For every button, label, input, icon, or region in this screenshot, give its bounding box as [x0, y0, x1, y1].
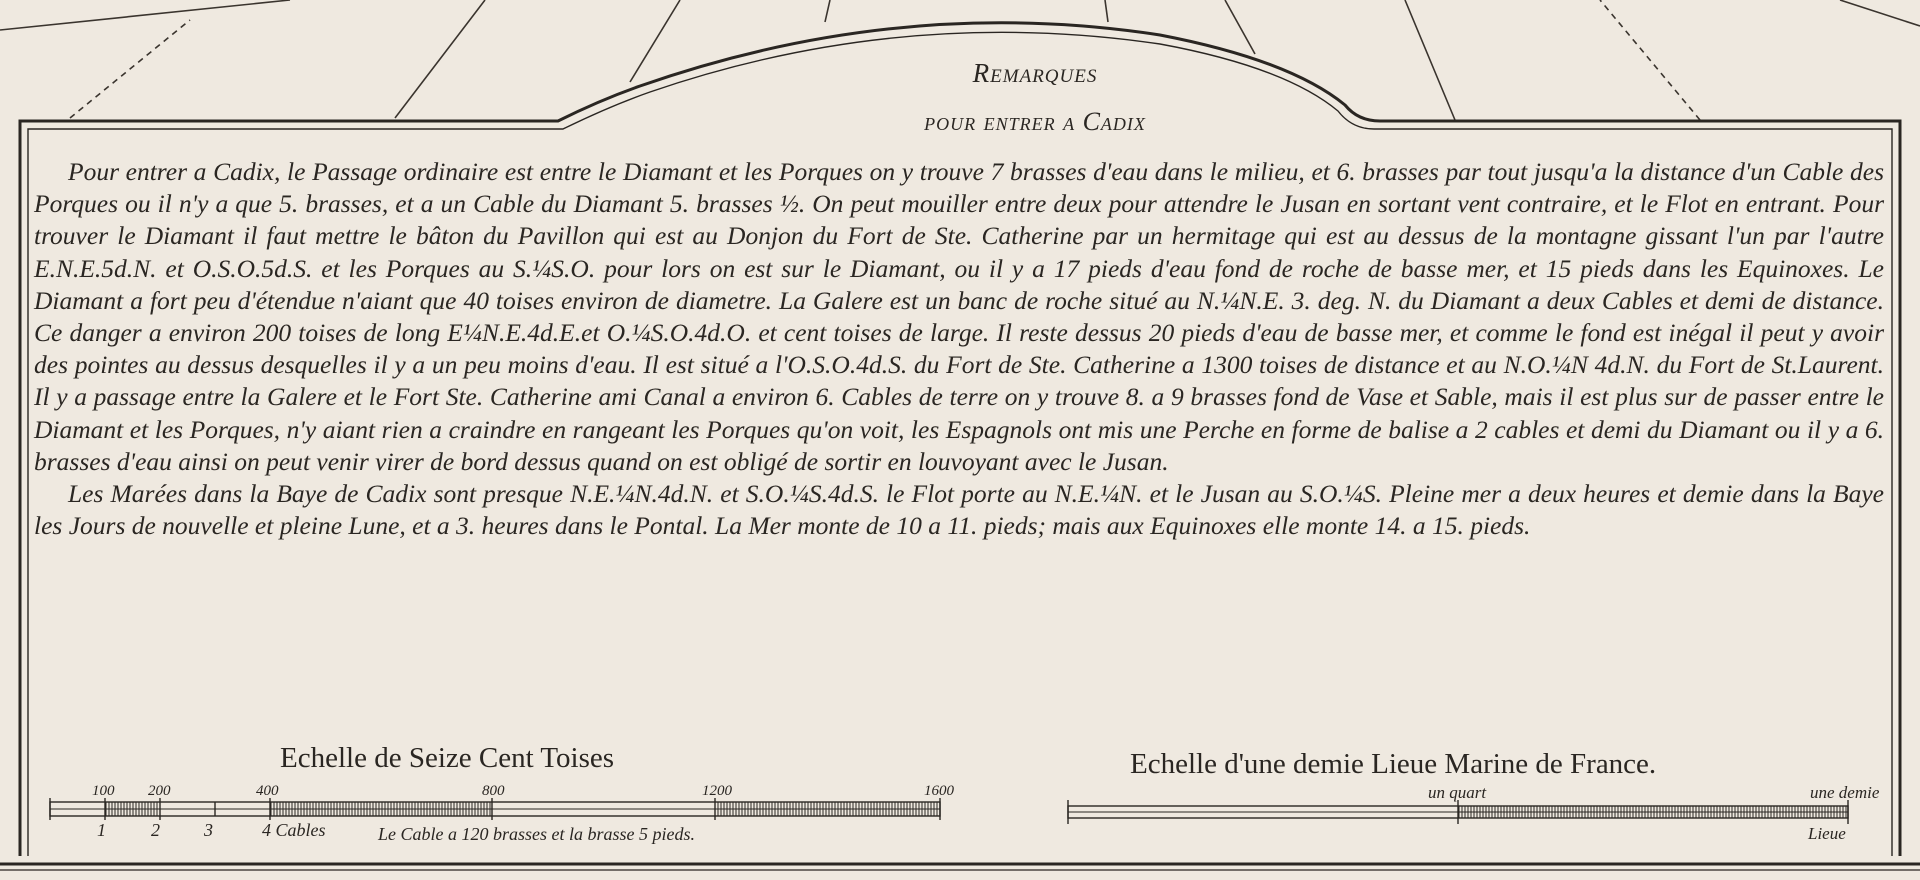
tick-100: 100 — [92, 783, 115, 799]
tick-200: 200 — [148, 783, 171, 799]
scale-toises-bar — [50, 798, 940, 820]
scale-lieue-bar — [1068, 800, 1848, 824]
cable-4: 4 Cables — [262, 820, 326, 840]
label-un-quart: un quart — [1428, 783, 1487, 802]
heading-pour-entrer: pour entrer a Cadix — [924, 107, 1146, 136]
paragraph-passage: Pour entrer a Cadix, le Passage ordinaire est entre le Diamant et les Porques on y trouve 7 brasses d'eau dans le milieu, et 6. brasses par tout jusqu'a la distance d'un Cable des Porques ou il n'y a que 5. brasses, et a un Cable du Diamant 5. brasses ½. On peut mouiller entre deux pour attendre le Jusan en sortant vent contraire, et le Flot en entrant. Pour trouver le Diamant il faut mettre le bâton du Pavillon qui est au Donjon du Fort de Ste. Catherine par un hermitage qui est au dessus de la montagne gissant l'un par l'autre E.N.E.5d.N. et O.S.O.5d.S. et les Porques au S.¼S.O. pour lors on est sur le Diamant, ou il y a 17 pieds d'eau fond de roche de basse mer, et 15 pieds dans les Equinoxes. Le Diamant a fort peu d'étendue n'aiant que 40 toises environ de diametre. La Galere est un banc de roche situé au N.¼N.E. 3. deg. N. du Diamant a deux Cables et demi de distance. Ce danger a environ 200 toises de long E¼N.E.4d.E.et O.¼S.O.4d.O. et cent toises de large. Il reste dessus 20 pieds d'eau de basse mer, et comme le fond est inégal il peut y avoir des pointes au dessus desquelles il y a un peu moins d'eau. Il est situé a l'O.S.O.4d.S. du Fort de Ste. Catherine a 1300 toises de distance et au N.O.¼N 4d.N. du Fort de St.Laurent. Il y a passage entre la Galere et le Fort Ste. Catherine ami Canal a environ 6. Cables de terre on y trouve 8. a 9 brasses fond de Vase et Sable, mais il est plus sur de passer entre le Diamant et les Porques, n'y aiant rien a craindre en rangeant les Porques qu'on voit, les Espagnols ont mis une Perche en forme de balise a 2 cables et demi du Diamant ou il y a 6. brasses d'eau ainsi on peut venir virer de bord dessus quand on est obligé de sortir en louvoyant avec le Jusan. — [34, 157, 1884, 476]
tick-800: 800 — [482, 783, 505, 799]
tick-1200: 1200 — [702, 783, 732, 799]
paragraph-marees: Les Marées dans la Baye de Cadix sont presque N.E.¼N.4d.N. et S.O.¼S.4d.S. le Flot porte au N.E.¼N. et le Jusan au S.O.¼S. Pleine mer a deux heures et demie dans la Baye les Jours de nouvelle et pleine Lune, et a 3. heures dans le Pontal. La Mer monte de 10 a 11. pieds; mais aux Equinoxes elle monte 14. a 15. pieds. — [34, 479, 1884, 541]
scale-lieue-title: Echelle d'une demie Lieue Marine de France. — [1130, 748, 1657, 780]
tick-1600: 1600 — [924, 783, 954, 799]
heading-remarques: Remarques — [972, 58, 1098, 88]
label-lieue: Lieue — [1808, 824, 1846, 843]
tick-400: 400 — [256, 783, 279, 799]
cable-1: 1 — [97, 820, 106, 840]
cable-2: 2 — [151, 820, 160, 840]
label-une-demie: une demie — [1810, 783, 1880, 802]
cable-note: Le Cable a 120 brasses et la brasse 5 pieds. — [378, 824, 695, 844]
scale-toises-title: Echelle de Seize Cent Toises — [280, 742, 615, 774]
cable-3: 3 — [204, 820, 213, 840]
